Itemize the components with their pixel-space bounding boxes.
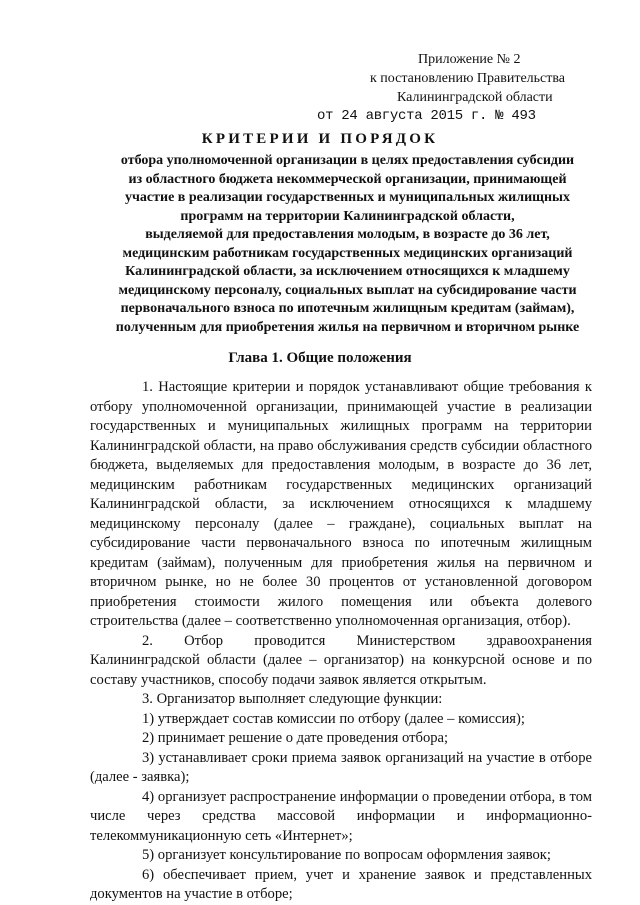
list-item: 1) утверждает состав комиссии по отбору (далее – комиссия); [142, 710, 525, 727]
list-item: 4) организует распространение информации о проведении отбора, в том числе через средства массовой информации и информационно-телекоммуникационную сеть «Интернет»; [90, 788, 592, 844]
document-body [90, 378, 592, 905]
subtitle-line: выделяемой для предоставления молодым, в возрасте до 36 лет, [145, 227, 550, 242]
appendix-header [317, 50, 630, 124]
paragraph-3: 3. Организатор выполняет следующие функции: [142, 691, 443, 707]
subtitle-line: Калининградской области, за исключением относящихся к младшему [125, 264, 570, 279]
list-item: 3) устанавливает сроки приема заявок организаций на участие в отборе (далее - заявка); [90, 749, 592, 785]
appendix-resolution-ref: к постановлению Правительства [370, 71, 566, 86]
list-item: 5) организует консультирование по вопросам оформления заявок; [142, 847, 551, 863]
paragraph-2: 2. Отбор проводится Министерством здравоохранения Калининградской области (далее – организатор) на конкурсной основе и по составу участников, способу подачи заявок является открытым. [90, 632, 592, 688]
subtitle-line: программ на территории Калининградской области, [180, 208, 515, 224]
document-subtitle [85, 152, 610, 337]
subtitle-line: медицинским работникам государственных медицинских организаций [122, 245, 573, 261]
subtitle-line: из областного бюджета некоммерческой организации, принимающей [128, 171, 567, 187]
subtitle-line: участие в реализации государственных и муниципальных жилищных [125, 190, 570, 205]
paragraph-1: 1. Настоящие критерии и порядок устанавливают общие требования к отбору уполномоченной организации, принимающей участие в реализации государственных и муниципальных жилищных программ на территории Калининградской области, на право обслуживания средств субсидии областного бюджета, выделяемых для предоставления молодым, в возрасте до 36 лет, медицинским работникам государственных медицинских организаций Калининградской области, за исключением относящихся к младшему медицинскому персоналу (далее – граждане), социальных выплат на субсидирование части первоначального взноса по ипотечным жилищным кредитам (займам), полученным для приобретения жилья на первичном и вторичном рынке, но не более 30 процентов от установленной договором приобретения стоимости жилого помещения или объекта долевого строительства (далее – соответственно уполномоченная организация, отбор). [90, 379, 592, 629]
list-item: 6) обеспечивает прием, учет и хранение заявок и представленных документов на участие в отборе; [90, 866, 592, 902]
appendix-number: Приложение № 2 [418, 52, 521, 67]
document-title: КРИТЕРИИ И ПОРЯДОК [201, 131, 439, 147]
appendix-region: Калининградской области [397, 90, 553, 105]
list-item: 2) принимает решение о дате проведения отбора; [142, 730, 449, 746]
subtitle-line: полученным для приобретения жилья на первичном и вторичном рынке [115, 319, 580, 335]
subtitle-line: отбора уполномоченной организации в целях предоставления субсидии [120, 153, 575, 168]
chapter-heading: Глава 1. Общие положения [228, 350, 412, 366]
appendix-date-number: от 24 августа 2015 г. № 493 [317, 108, 536, 124]
subtitle-line: медицинскому персоналу, социальных выплат на субсидирование части [118, 282, 577, 298]
subtitle-line: первоначального взноса по ипотечным жилищным кредитам (займам), [120, 301, 575, 316]
